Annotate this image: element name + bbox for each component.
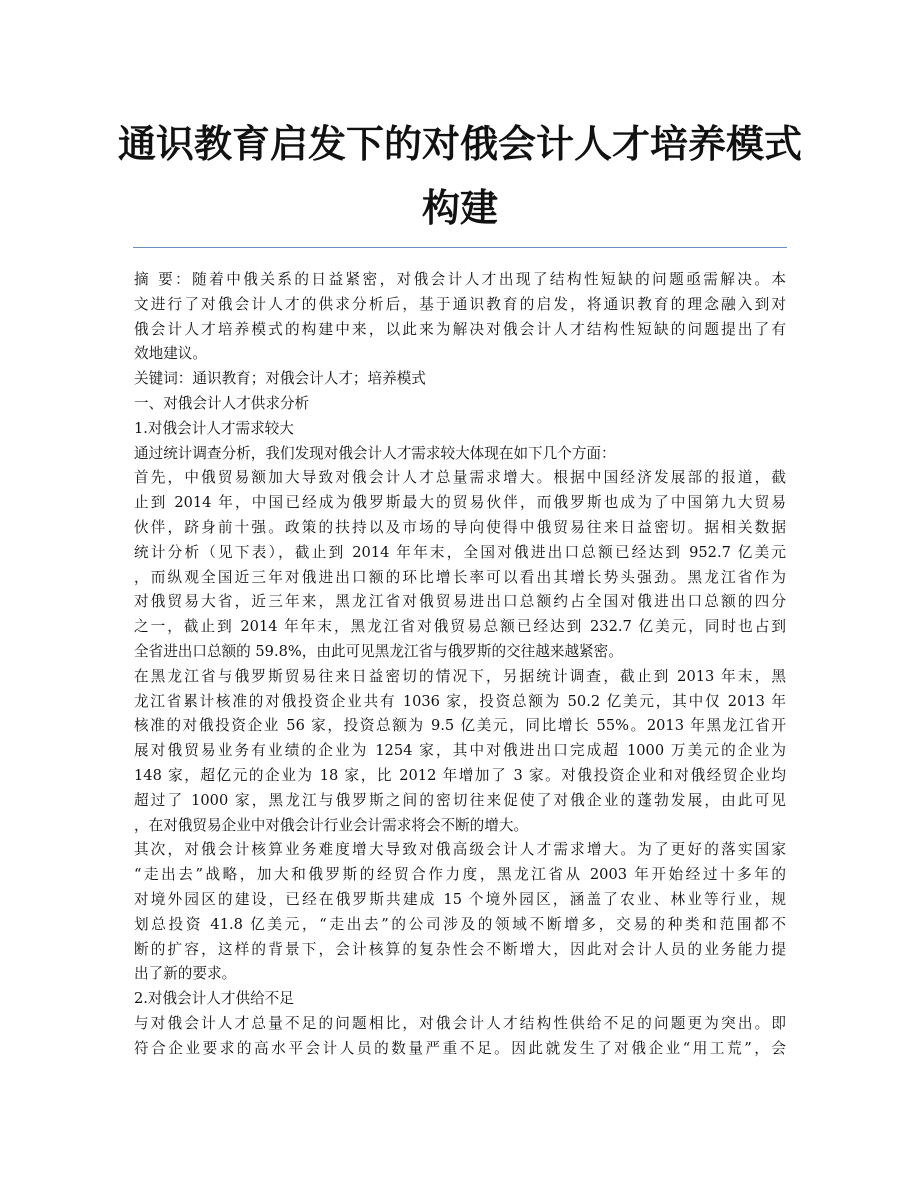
paragraph-line: 断的扩容，这样的背景下，会计核算的复杂性会不断增大，因此对会计人员的业务能力提	[134, 940, 786, 958]
paragraph-line: 148 家，超亿元的企业为 18 家，比 2012 年增加了 3 家。对俄投资企业和对俄经贸企业均	[134, 766, 786, 784]
paragraph-line: 与对俄会计人才总量不足的问题相比，对俄会计人才结构性供给不足的问题更为突出。即	[134, 1014, 786, 1032]
abstract-line: 效地建议。	[134, 345, 207, 363]
paragraph-line: 出了新的要求。	[134, 965, 237, 983]
paragraph-line: 划总投资 41.8 亿美元，“走出去”的公司涉及的领域不断增多，交易的种类和范围都不	[134, 915, 786, 933]
paragraph-line: 龙江省累计核准的对俄投资企业共有 1036 家，投资总额为 50.2 亿美元，其中仅 2013 年	[134, 692, 786, 710]
section-heading: 一、对俄会计人才供求分析	[134, 394, 310, 412]
paragraph-line: 在黑龙江省与俄罗斯贸易往来日益密切的情况下，另据统计调查，截止到 2013 年末，黑	[134, 667, 786, 685]
paragraph-line: 超过了 1000 家，黑龙江与俄罗斯之间的密切往来促使了对俄企业的蓬勃发展，由此可见	[134, 791, 786, 809]
paragraph-line: 首先，中俄贸易额加大导致对俄会计人才总量需求增大。根据中国经济发展部的报道，截	[134, 469, 786, 487]
abstract-line: 俄会计人才培养模式的构建中来，以此来为解决对俄会计人才结构性短缺的问题提出了有	[134, 320, 786, 338]
abstract-line: 摘 要：随着中俄关系的日益紧密，对俄会计人才出现了结构性短缺的问题亟需解决。本	[134, 271, 786, 288]
paragraph-line: 之一，截止到 2014 年年末，黑龙江省对俄贸易总额已经达到 232.7 亿美元，同时也占到	[134, 618, 786, 636]
document-body	[134, 268, 786, 1062]
paragraph-line: 止到 2014 年，中国已经成为俄罗斯最大的贸易伙伴，而俄罗斯也成为了中国第九大贸易	[134, 494, 786, 512]
paragraph-line: 通过统计调查分析，我们发现对俄会计人才需求较大体现在如下几个方面：	[134, 444, 616, 462]
document-title: 通识教育启发下的对俄会计人才培养模式构建	[117, 122, 802, 230]
keywords-line: 关键词：通识教育；对俄会计人才；培养模式	[134, 370, 426, 388]
paragraph-line: 对境外园区的建设，已经在俄罗斯共建成 15 个境外园区，涵盖了农业、林业等行业，规	[134, 890, 786, 908]
paragraph-line: 核准的对俄投资企业 56 家，投资总额为 9.5 亿美元，同比增长 55%。2013 年黑龙江省开	[134, 717, 786, 735]
paragraph-line: 对俄贸易大省，近三年来，黑龙江省对俄贸易进出口总额约占全国对俄进出口总额的四分	[134, 593, 786, 611]
paragraph-line: 伙伴，跻身前十强。政策的扶持以及市场的导向使得中俄贸易往来日益密切。据相关数据	[134, 518, 786, 536]
paragraph-line: 展对俄贸易业务有业绩的企业为 1254 家，其中对俄进出口完成超 1000 万美元的企业为	[134, 742, 786, 760]
paragraph-line: 符合企业要求的高水平会计人员的数量严重不足。因此就发生了对俄企业“用工荒”，会	[134, 1039, 786, 1057]
paragraph-line: 其次，对俄会计核算业务难度增大导致对俄高级会计人才需求增大。为了更好的落实国家	[134, 841, 786, 859]
abstract-line: 文进行了对俄会计人才的供求分析后，基于通识教育的启发，将通识教育的理念融入到对	[134, 295, 786, 313]
paragraph-line: ，而纵观全国近三年对俄进出口额的环比增长率可以看出其增长势头强劲。黑龙江省作为	[134, 568, 786, 586]
paragraph-line: ，在对俄贸易企业中对俄会计行业会计需求将会不断的增大。	[134, 816, 529, 834]
paragraph-line: 全省进出口总额的 59.8%，由此可见黑龙江省与俄罗斯的交往越来越紧密。	[134, 642, 623, 660]
paragraph-line: “走出去”战略，加大和俄罗斯的经贸合作力度，黑龙江省从 2003 年开始经过十多年的	[134, 866, 786, 884]
subsection-heading: 2.对俄会计人才供给不足	[134, 990, 294, 1008]
title-divider	[133, 247, 787, 248]
subsection-heading: 1.对俄会计人才需求较大	[134, 419, 294, 437]
paragraph-line: 统计分析（见下表），截止到 2014 年年末，全国对俄进出口总额已经达到 952.7 亿美元	[134, 543, 786, 561]
